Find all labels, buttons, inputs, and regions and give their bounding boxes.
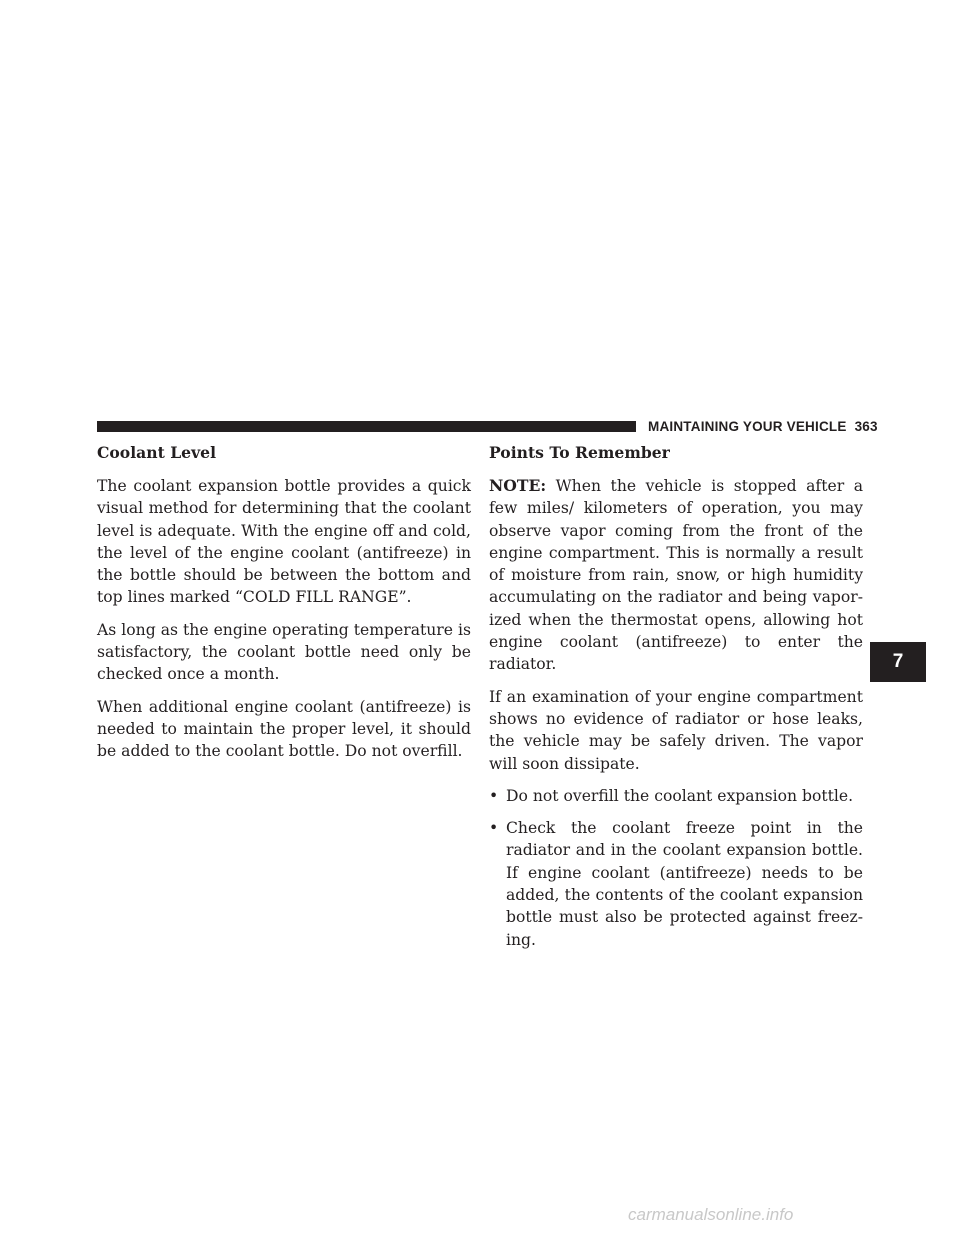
list-item xyxy=(489,785,863,807)
chapter-tab: 7 xyxy=(870,642,926,682)
paragraph: If an examination of your engine compartment shows no evidence of radiator or hose leaks, the vehicle may be safely driven. The vapor will soon dissipate. xyxy=(489,687,863,773)
note-paragraph xyxy=(489,475,863,676)
note-text: When the vehicle is stopped after a few miles/ kilometers of operation, you may observe vapor coming from the front of the engine compartment. This is normally a result of moisture from rain, snow, or high humidity accumulating on the radiator and being vaporized when the thermostat opens, allowing hot engine coolant (antifreeze) to enter the radiator. xyxy=(489,477,863,674)
list-item xyxy=(489,817,863,951)
header-rule xyxy=(97,421,636,432)
list-item-text: Check the coolant freeze point in the radiator and in the coolant expansion bottle. If engine coolant (antifreeze) needs to be added, the contents of the coolant expansion bottle must also be protected against freezing. xyxy=(506,819,863,949)
left-column xyxy=(97,442,471,773)
page-number: 363 xyxy=(854,419,878,434)
paragraph: When additional engine coolant (antifreeze) is needed to maintain the proper level, it should be added to the coolant bottle. Do not overfill. xyxy=(97,697,471,761)
bullet-list xyxy=(489,785,863,951)
paragraph: As long as the engine operating temperature is satisfactory, the coolant bottle need only be checked once a month. xyxy=(97,620,471,684)
right-column xyxy=(489,442,863,961)
paragraph: The coolant expansion bottle provides a quick visual method for determining that the coolant level is adequate. With the engine off and cold, the level of the engine coolant (antifreeze) in the bottle should be between the bottom and top lines marked “COLD FILL RANGE”. xyxy=(97,477,471,607)
points-to-remember-heading: Points To Remember xyxy=(489,443,670,462)
bullet-icon: • xyxy=(489,786,499,805)
list-item-text: Do not overfill the coolant expansion bottle. xyxy=(506,786,854,805)
bullet-icon: • xyxy=(489,819,499,838)
running-header xyxy=(648,419,878,434)
note-label: NOTE: xyxy=(489,476,547,495)
section-title: MAINTAINING YOUR VEHICLE xyxy=(648,419,847,434)
coolant-level-heading: Coolant Level xyxy=(97,443,217,462)
watermark-logo: carmanualsonline.info xyxy=(628,1205,794,1224)
